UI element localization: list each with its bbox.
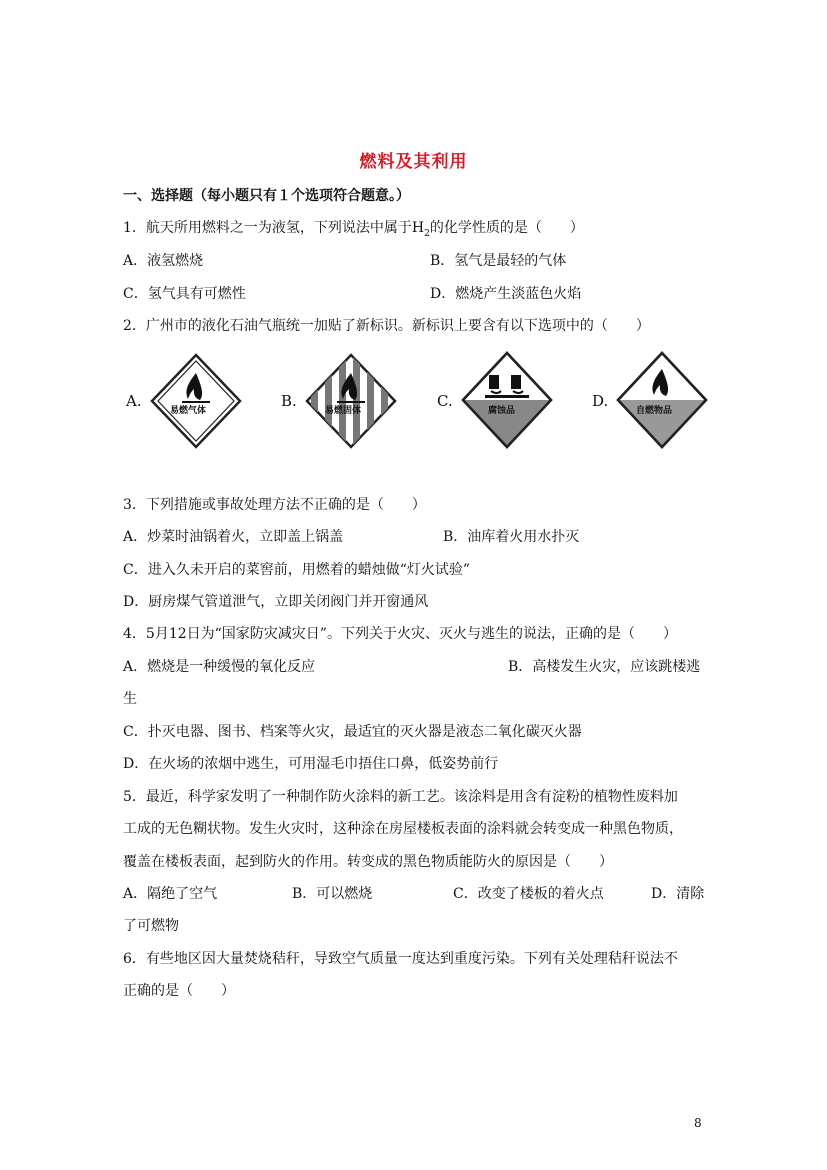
question-2-option-d-text: 自燃物品	[636, 406, 673, 416]
question-5-stem-line-1: 5．最近，科学家发明了一种制作防火涂料的新工艺。该涂料是用含有淀粉的植物性废料加	[123, 789, 678, 805]
question-4-option-a: A．燃烧是一种缓慢的氧化反应	[123, 659, 316, 675]
flammable-solid-sign-icon	[305, 353, 397, 449]
corrosive-sign-icon	[461, 351, 553, 449]
question-4-option-c: C．扑灭电器、图书、档案等火灾，最适宜的灭火器是液态二氧化碳灭火器	[123, 724, 582, 740]
question-6-stem-line-2: 正确的是（ ）	[123, 983, 235, 999]
question-3-option-d: D．厨房煤气管道泄气，立即关闭阀门并开窗通风	[123, 594, 429, 610]
question-5-option-c: C．改变了楼板的着火点	[453, 886, 604, 902]
question-2-option-a-text: 易燃气体	[170, 406, 207, 416]
page-title: 燃料及其利用	[359, 152, 468, 172]
question-6-stem-line-1: 6．有些地区因大量焚烧秸秆，导致空气质量一度达到重度污染。下列有关处理秸秆说法不	[123, 951, 678, 967]
question-1-option-d: D．燃烧产生淡蓝色火焰	[430, 286, 582, 302]
question-2-option-c-letter: C.	[437, 392, 453, 410]
question-2-option-a-letter: A.	[126, 392, 142, 410]
question-2-stem: 2．广州市的液化石油气瓶统一加贴了新标识。新标识上要含有以下选项中的（ ）	[123, 318, 650, 334]
question-2-option-c-text: 腐蚀品	[488, 406, 516, 416]
question-2-option-d-letter: D.	[592, 392, 609, 410]
flammable-gas-sign-icon	[150, 353, 242, 449]
question-4-option-b-continued: 生	[123, 691, 137, 707]
question-1-option-b: B．氢气是最轻的气体	[430, 253, 567, 269]
question-3-option-c: C．进入久未开启的菜窖前，用燃着的蜡烛做“灯火试验”	[123, 562, 471, 578]
question-4-stem: 4．5月12日为“国家防灾减灾日”。下列关于火灾、灭火与逃生的说法，正确的是（ ）	[123, 626, 677, 642]
question-2-option-b-text: 易燃固体	[325, 406, 362, 416]
question-3-option-b: B．油库着火用水扑灭	[443, 529, 580, 545]
page-number: 8	[694, 1116, 702, 1130]
question-5-stem-line-3: 覆盖在楼板表面，起到防火的作用。转变成的黑色物质能防火的原因是（ ）	[123, 854, 613, 870]
question-5-option-d-continued: 了可燃物	[123, 918, 179, 934]
question-3-stem: 3．下列措施或事故处理方法不正确的是（ ）	[123, 497, 426, 513]
section-heading: 一、选择题（每小题只有１个选项符合题意。）	[123, 188, 410, 204]
question-4-option-b: B．高楼发生火灾，应该跳楼逃	[508, 659, 701, 675]
question-1-stem: 1．航天所用燃料之一为液氢，下列说法中属于$H_2$的化学性质的是（ ）	[123, 220, 584, 239]
question-2-option-b-letter: B.	[281, 392, 297, 410]
question-5-option-d: D．清除	[651, 886, 705, 902]
question-1-option-a: A．液氢燃烧	[123, 253, 204, 269]
question-1-option-c: C．氢气具有可燃性	[123, 286, 246, 302]
question-5-option-a: A．隔绝了空气	[123, 886, 218, 902]
question-5-option-b: B．可以燃烧	[292, 886, 373, 902]
question-4-option-d: D．在火场的浓烟中逃生，可用湿毛巾捂住口鼻，低姿势前行	[123, 756, 499, 772]
question-5-stem-line-2: 工成的无色糊状物。发生火灾时，这种涂在房屋楼板表面的涂料就会转变成一种黑色物质，	[123, 821, 683, 837]
question-3-option-a: A．炒菜时油锅着火，立即盖上锅盖	[123, 529, 344, 545]
spontaneously-combustible-sign-icon	[616, 351, 708, 449]
